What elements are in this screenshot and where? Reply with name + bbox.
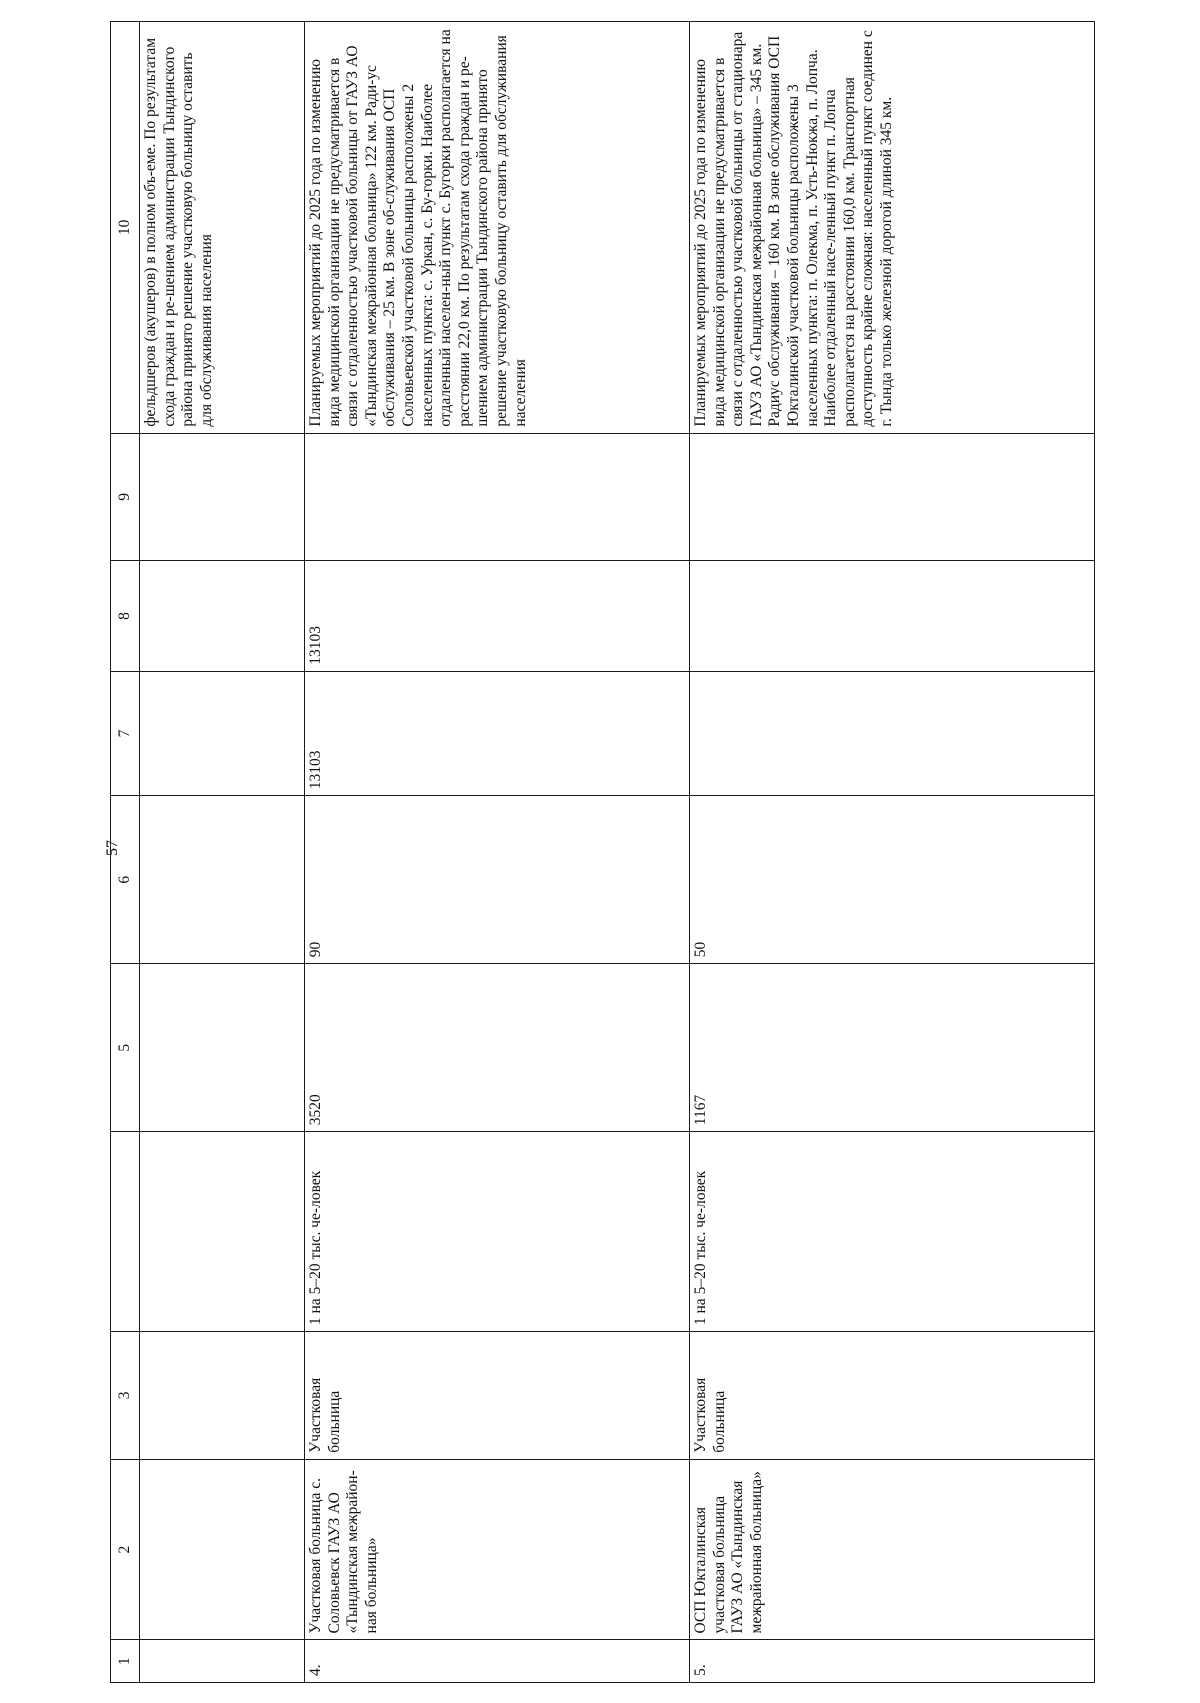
column-8-cell	[690, 561, 1095, 672]
header-cell: 6	[111, 796, 140, 964]
column-7-cell	[140, 671, 305, 795]
header-cell: 8	[111, 561, 140, 672]
column-7-cell: 13103	[305, 671, 690, 795]
note-cell: фельдшеров (акушеров) в полном объ-еме. По результатам схода граждан и ре-шением администрации Тындинского района принято решение участковую больницу оставить для обслуживания населения	[140, 22, 305, 434]
header-cell: 1	[111, 1640, 140, 1683]
row-number-cell: 5.	[690, 1640, 1095, 1683]
header-cell: 10	[111, 22, 140, 434]
column-5-cell	[140, 964, 305, 1132]
column-9-cell	[690, 433, 1095, 561]
column-6-cell	[140, 796, 305, 964]
column-5-cell: 1167	[690, 964, 1095, 1132]
organization-name-cell: ОСП Юкталинская участковая больница ГАУЗ АО «Тындинская межрайонная больница»	[690, 1459, 1095, 1640]
table-row	[305, 22, 690, 1683]
norm-cell: 1 на 5–20 тыс. че-ловек	[305, 1132, 690, 1332]
column-6-cell: 50	[690, 796, 1095, 964]
organization-name-cell: Участковая больница с. Соловьевск ГАУЗ АО «Тындинская межрайон-ная больница»	[305, 1459, 690, 1640]
row-number-cell: 4.	[305, 1640, 690, 1683]
norm-cell	[140, 1132, 305, 1332]
header-cell: 2	[111, 1459, 140, 1640]
note-cell: Планируемых мероприятий до 2025 года по изменению вида медицинской организации не предусматривается в связи с отдаленностью участковой больницы от ГАУЗ АО «Тындинская межрайонная больница» 122 км. Ради-ус обслуживания – 25 км. В зоне об-служивания ОСП Соловьевской участковой больницы расположены 2 населенных пункта: с. Уркан, с. Бу-горки. Наиболее отдаленный населен-ный пункт с. Бугорки располагается на расстоянии 22,0 км. По результатам схода граждан и ре-шением администрации Тындинского района принято решение участковую больницу оставить для обслуживания населения	[305, 22, 690, 434]
header-cell: 5	[111, 964, 140, 1132]
column-9-cell	[140, 433, 305, 561]
landscape-page	[102, 3, 1102, 1703]
page-number: 57	[104, 840, 121, 856]
header-cell	[111, 1132, 140, 1332]
table-row	[140, 22, 305, 1683]
column-7-cell	[690, 671, 1095, 795]
column-5-cell: 3520	[305, 964, 690, 1132]
note-cell: Планируемых мероприятий до 2025 года по изменению вида медицинской организации не предусматривается в связи с отдаленностью участковой больницы от стационара ГАУЗ АО «Тындинская межрайонная больница» – 345 км. Радиус обслуживания – 160 км. В зоне обслуживания ОСП Юкталинской участковой больницы расположены 3 населенных пункта: п. Олекма, п. Усть-Нюкжа, п. Лопча. Наиболее отдаленный насе-ленный пункт п. Лопча располагается на расстоянии 160,0 км. Транспортная доступность крайне сложная: населенный пункт соединен с г. Тында только железной дорогой длиной 345 км.	[690, 22, 1095, 434]
column-8-cell: 13103	[305, 561, 690, 672]
organization-type-cell: Участковая больница	[690, 1332, 1095, 1460]
column-9-cell	[305, 433, 690, 561]
table-row	[690, 22, 1095, 1683]
header-row	[111, 22, 140, 1683]
organization-type-cell: Участковая больница	[305, 1332, 690, 1460]
column-8-cell	[140, 561, 305, 672]
header-cell: 7	[111, 671, 140, 795]
header-cell: 3	[111, 1332, 140, 1460]
organization-type-cell	[140, 1332, 305, 1460]
header-cell: 9	[111, 433, 140, 561]
organization-name-cell	[140, 1459, 305, 1640]
medical-organizations-table	[110, 21, 1095, 1683]
row-number-cell	[140, 1640, 305, 1683]
norm-cell: 1 на 5–20 тыс. че-ловек	[690, 1132, 1095, 1332]
column-6-cell: 90	[305, 796, 690, 964]
